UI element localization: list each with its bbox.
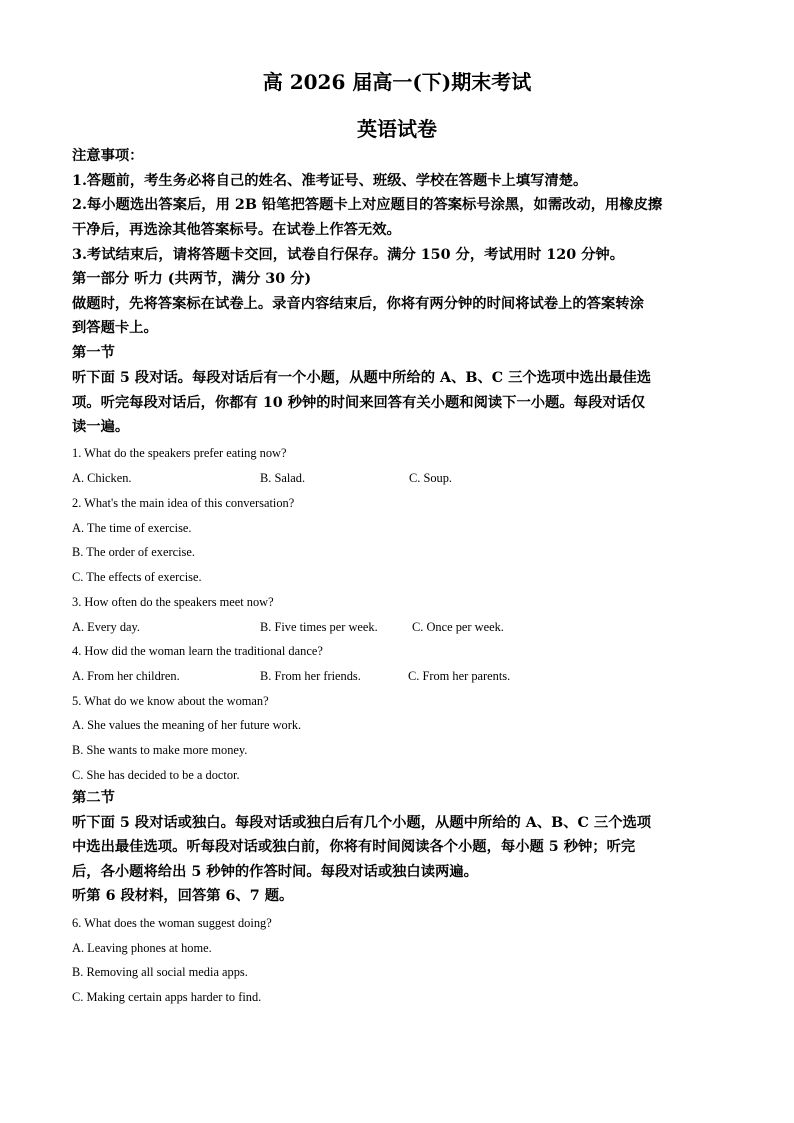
- section2-instruction-line: 听下面 5 段对话或独白。每段对话或独白后有几个小题，从题中所给的 A、B、C 三个选项: [72, 815, 652, 831]
- question-1-option-c: C. Soup.: [409, 471, 453, 485]
- question-4-stem: 4. How did the woman learn the traditional dance?: [72, 644, 323, 658]
- question-4-option-a: A. From her children.: [72, 669, 180, 683]
- section1-instruction-line: 项。听完每段对话后，你都有 10 秒钟的时间来回答有关小题和阅读下一小题。每段对话仅: [72, 395, 646, 411]
- section1-heading: 第一节: [72, 345, 115, 361]
- question-1-option-b: B. Salad.: [260, 471, 306, 485]
- question-6-stem: 6. What does the woman suggest doing?: [72, 916, 272, 930]
- exam-subtitle: 英语试卷: [357, 117, 437, 141]
- question-3-option-b: B. Five times per week.: [260, 620, 378, 634]
- question-5-stem: 5. What do we know about the woman?: [72, 694, 269, 708]
- notice-heading: 注意事项：: [72, 148, 144, 164]
- question-1-option-a: A. Chicken.: [72, 471, 132, 485]
- question-1-stem: 1. What do the speakers prefer eating now?: [72, 446, 287, 460]
- part1-heading: 第一部分 听力 (共两节，满分 30 分): [72, 271, 312, 287]
- question-5-option-c: C. She has decided to be a doctor.: [72, 768, 240, 782]
- section1-instruction-line: 读一遍。: [72, 419, 130, 435]
- question-2-option-c: C. The effects of exercise.: [72, 570, 202, 584]
- section2-instruction-line: 后，各小题将给出 5 秒钟的作答时间。每段对话或独白读两遍。: [72, 864, 478, 880]
- question-3-stem: 3. How often do the speakers meet now?: [72, 595, 274, 609]
- section2-heading: 第二节: [72, 790, 115, 806]
- notice-item-2: 2.每小题选出答案后，用 2B 铅笔把答题卡上对应题目的答案标号涂黑，如需改动，用橡皮擦: [72, 197, 663, 213]
- question-6-option-a: A. Leaving phones at home.: [72, 941, 212, 955]
- question-2-option-b: B. The order of exercise.: [72, 545, 195, 559]
- section2-instruction-line: 中选出最佳选项。听每段对话或独白前，你将有时间阅读各个小题，每小题 5 秒钟；听完: [72, 839, 636, 855]
- exam-title: 高 2026 届高一(下)期末考试: [262, 70, 532, 94]
- question-6-option-b: B. Removing all social media apps.: [72, 965, 248, 979]
- notice-item-1: 1.答题前，考生务必将自己的姓名、准考证号、班级、学校在答题卡上填写清楚。: [72, 173, 588, 189]
- question-2-stem: 2. What's the main idea of this conversation?: [72, 496, 295, 510]
- question-5-option-b: B. She wants to make more money.: [72, 743, 248, 757]
- question-2-option-a: A. The time of exercise.: [72, 521, 192, 535]
- section1-instruction-line: 听下面 5 段对话。每段对话后有一个小题，从题中所给的 A、B、C 三个选项中选出最佳选: [72, 370, 652, 386]
- part1-instruction-line: 到答题卡上。: [72, 320, 158, 336]
- question-3-option-a: A. Every day.: [72, 620, 141, 634]
- section2-material-note: 听第 6 段材料，回答第 6、7 题。: [72, 888, 294, 904]
- notice-item-2-cont: 干净后，再选涂其他答案标号。在试卷上作答无效。: [72, 222, 401, 238]
- question-5-option-a: A. She values the meaning of her future work.: [72, 718, 302, 732]
- question-3-option-c: C. Once per week.: [412, 620, 504, 634]
- question-4-option-b: B. From her friends.: [260, 669, 361, 683]
- notice-item-3: 3.考试结束后，请将答题卡交回，试卷自行保存。满分 150 分，考试用时 120 分钟。: [72, 247, 625, 263]
- question-6-option-c: C. Making certain apps harder to find.: [72, 990, 262, 1004]
- question-4-option-c: C. From her parents.: [408, 669, 511, 683]
- part1-instruction-line: 做题时，先将答案标在试卷上。录音内容结束后，你将有两分钟的时间将试卷上的答案转涂: [72, 296, 644, 312]
